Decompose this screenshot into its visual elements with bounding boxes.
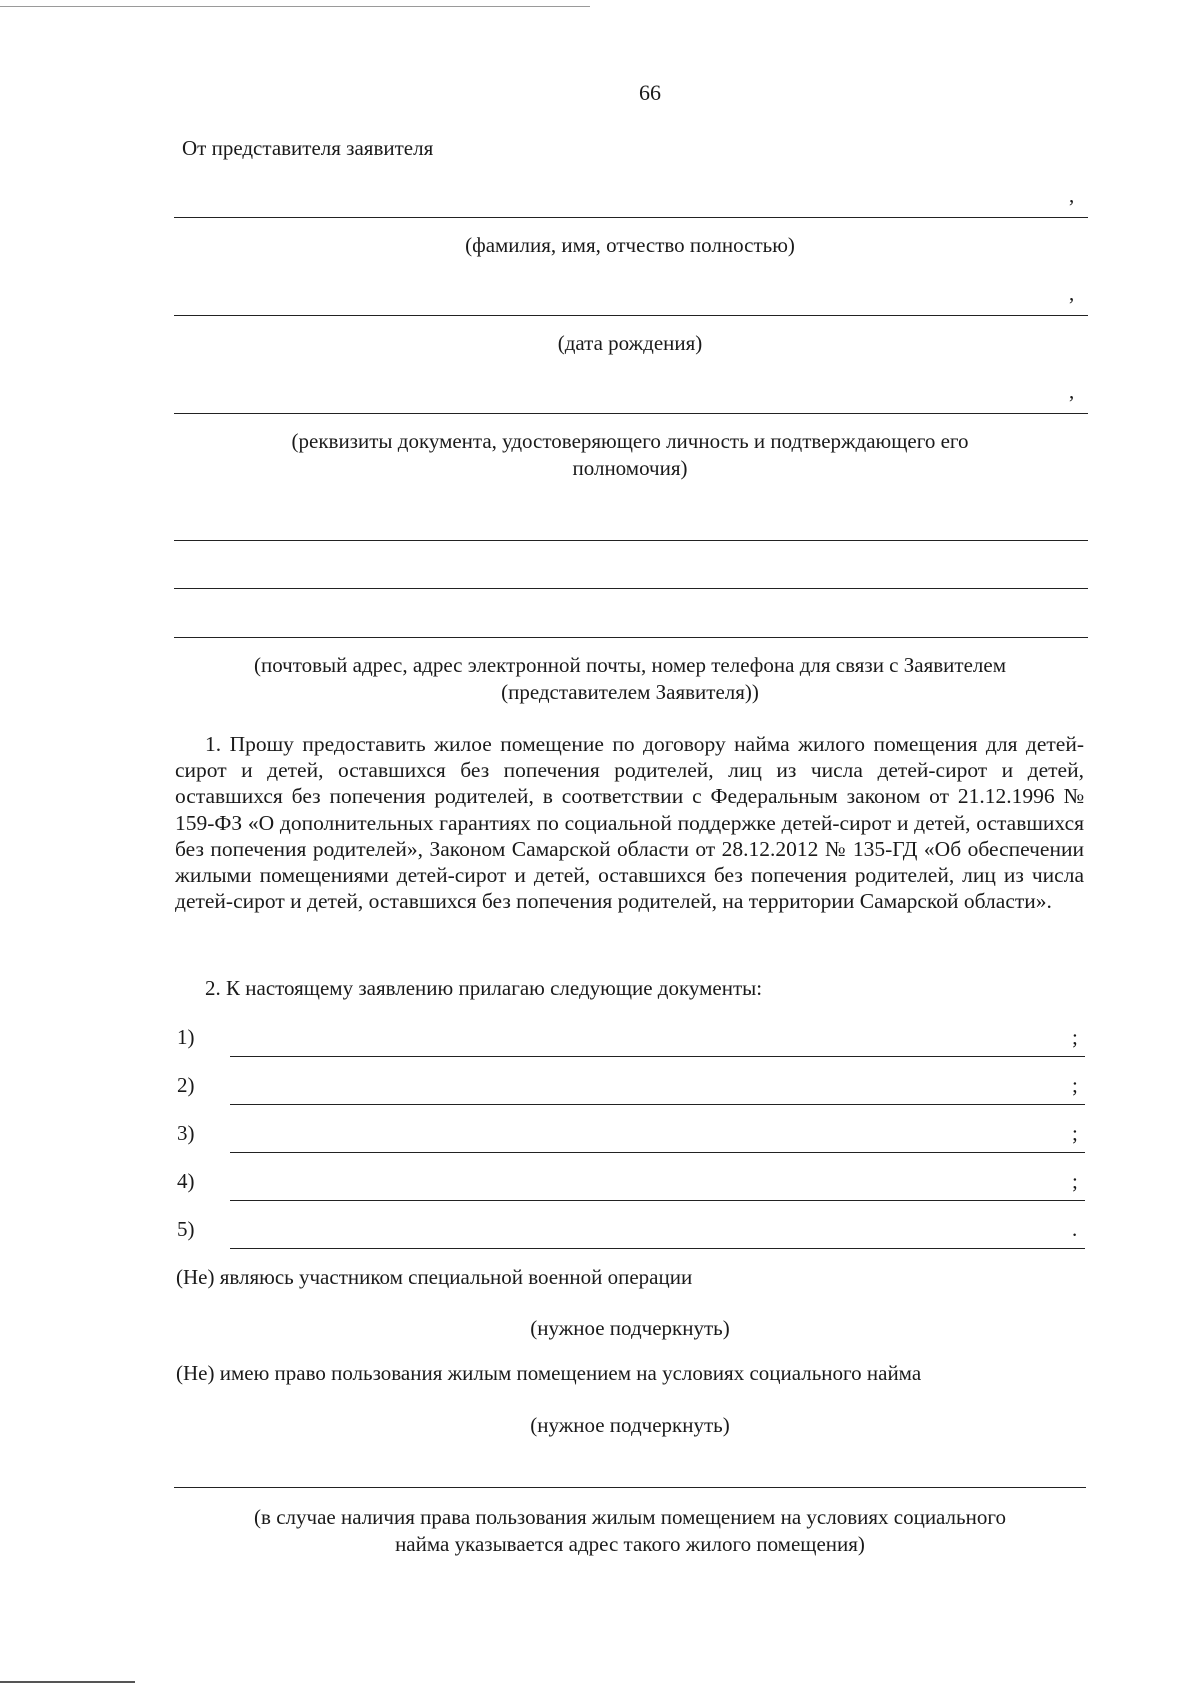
document-item-5-end: . bbox=[1072, 1217, 1078, 1241]
header-label: От представителя заявителя bbox=[182, 136, 434, 160]
scan-edge-bottom bbox=[0, 1681, 135, 1683]
housing-address-caption-line-1: (в случае наличия права пользования жилым помещением на условиях социального bbox=[254, 1505, 1006, 1529]
document-item-3-number: 3) bbox=[177, 1121, 195, 1145]
document-item-4-line[interactable] bbox=[230, 1200, 1085, 1201]
contact-caption-line-2: (представителем Заявителя)) bbox=[501, 680, 759, 704]
field-birthdate-caption: (дата рождения) bbox=[557, 331, 703, 355]
svo-statement[interactable]: (Не) являюсь участником специальной военной операции bbox=[176, 1265, 693, 1289]
document-item-1-number: 1) bbox=[177, 1025, 195, 1049]
document-item-2-end: ; bbox=[1072, 1073, 1078, 1097]
field-name-caption: (фамилия, имя, отчество полностью) bbox=[465, 233, 795, 257]
contact-caption-line-1: (почтовый адрес, адрес электронной почты, номер телефона для связи с Заявителем bbox=[253, 653, 1006, 677]
field-birthdate-end-mark: , bbox=[1069, 281, 1075, 305]
document-item-3-line[interactable] bbox=[230, 1152, 1085, 1153]
field-document-line[interactable] bbox=[174, 413, 1088, 414]
field-document-caption-line-1: (реквизиты документа, удостоверяющего личность и подтверждающего его bbox=[291, 429, 969, 453]
document-item-5-number: 5) bbox=[177, 1217, 195, 1241]
paragraph-attachments: 2. К настоящему заявлению прилагаю следующие документы: bbox=[205, 976, 763, 1000]
field-document-caption bbox=[170, 428, 1090, 482]
document-item-2-line[interactable] bbox=[230, 1104, 1085, 1105]
housing-address-caption-line-2: найма указывается адрес такого жилого помещения) bbox=[395, 1532, 865, 1556]
document-item-3-end: ; bbox=[1072, 1121, 1078, 1145]
paragraph-request bbox=[175, 731, 1084, 914]
contact-caption bbox=[170, 652, 1090, 706]
housing-hint: (нужное подчеркнуть) bbox=[530, 1413, 730, 1437]
field-document-end-mark: , bbox=[1069, 379, 1075, 403]
document-item-4-number: 4) bbox=[177, 1169, 195, 1193]
contact-line-2[interactable] bbox=[174, 588, 1088, 589]
document-item-2-number: 2) bbox=[177, 1073, 195, 1097]
paragraph-request-text: 1. Прошу предоставить жилое помещение по договору найма жилого помещения для детей-сирот и детей, оставшихся без попечения родителей, лиц из числа детей-сирот и детей, оставшихся без попечения родителей, в соответствии с Федеральным законом от 21.12.1996 № 159-ФЗ «О дополнительных гарантиях по социальной поддержке детей-сирот и детей, оставшихся без попечения родителей», Законом Самарской области от 28.12.2012 № 135-ГД «Об обеспечении жилыми помещениями детей-сирот и детей, оставшихся без попечения родителей, лиц из числа детей-сирот и детей, оставшихся без попечения родителей, на территории Самарской области». bbox=[175, 732, 1084, 914]
housing-statement[interactable]: (Не) имею право пользования жилым помещением на условиях социального найма bbox=[176, 1361, 922, 1385]
field-document-caption-line-2: полномочия) bbox=[572, 456, 688, 480]
housing-address-line[interactable] bbox=[174, 1487, 1086, 1488]
field-birthdate-line[interactable] bbox=[174, 315, 1088, 316]
document-item-1-end: ; bbox=[1072, 1025, 1078, 1049]
contact-line-3[interactable] bbox=[174, 637, 1088, 638]
scan-edge-top bbox=[0, 6, 590, 7]
contact-line-1[interactable] bbox=[174, 540, 1088, 541]
field-name-end-mark: , bbox=[1069, 183, 1075, 207]
document-item-5-line[interactable] bbox=[230, 1248, 1085, 1249]
document-item-4-end: ; bbox=[1072, 1169, 1078, 1193]
housing-address-caption bbox=[170, 1504, 1090, 1558]
field-name-line[interactable] bbox=[174, 217, 1088, 218]
page-number: 66 bbox=[639, 80, 661, 105]
document-item-1-line[interactable] bbox=[230, 1056, 1085, 1057]
svo-hint: (нужное подчеркнуть) bbox=[530, 1316, 730, 1340]
